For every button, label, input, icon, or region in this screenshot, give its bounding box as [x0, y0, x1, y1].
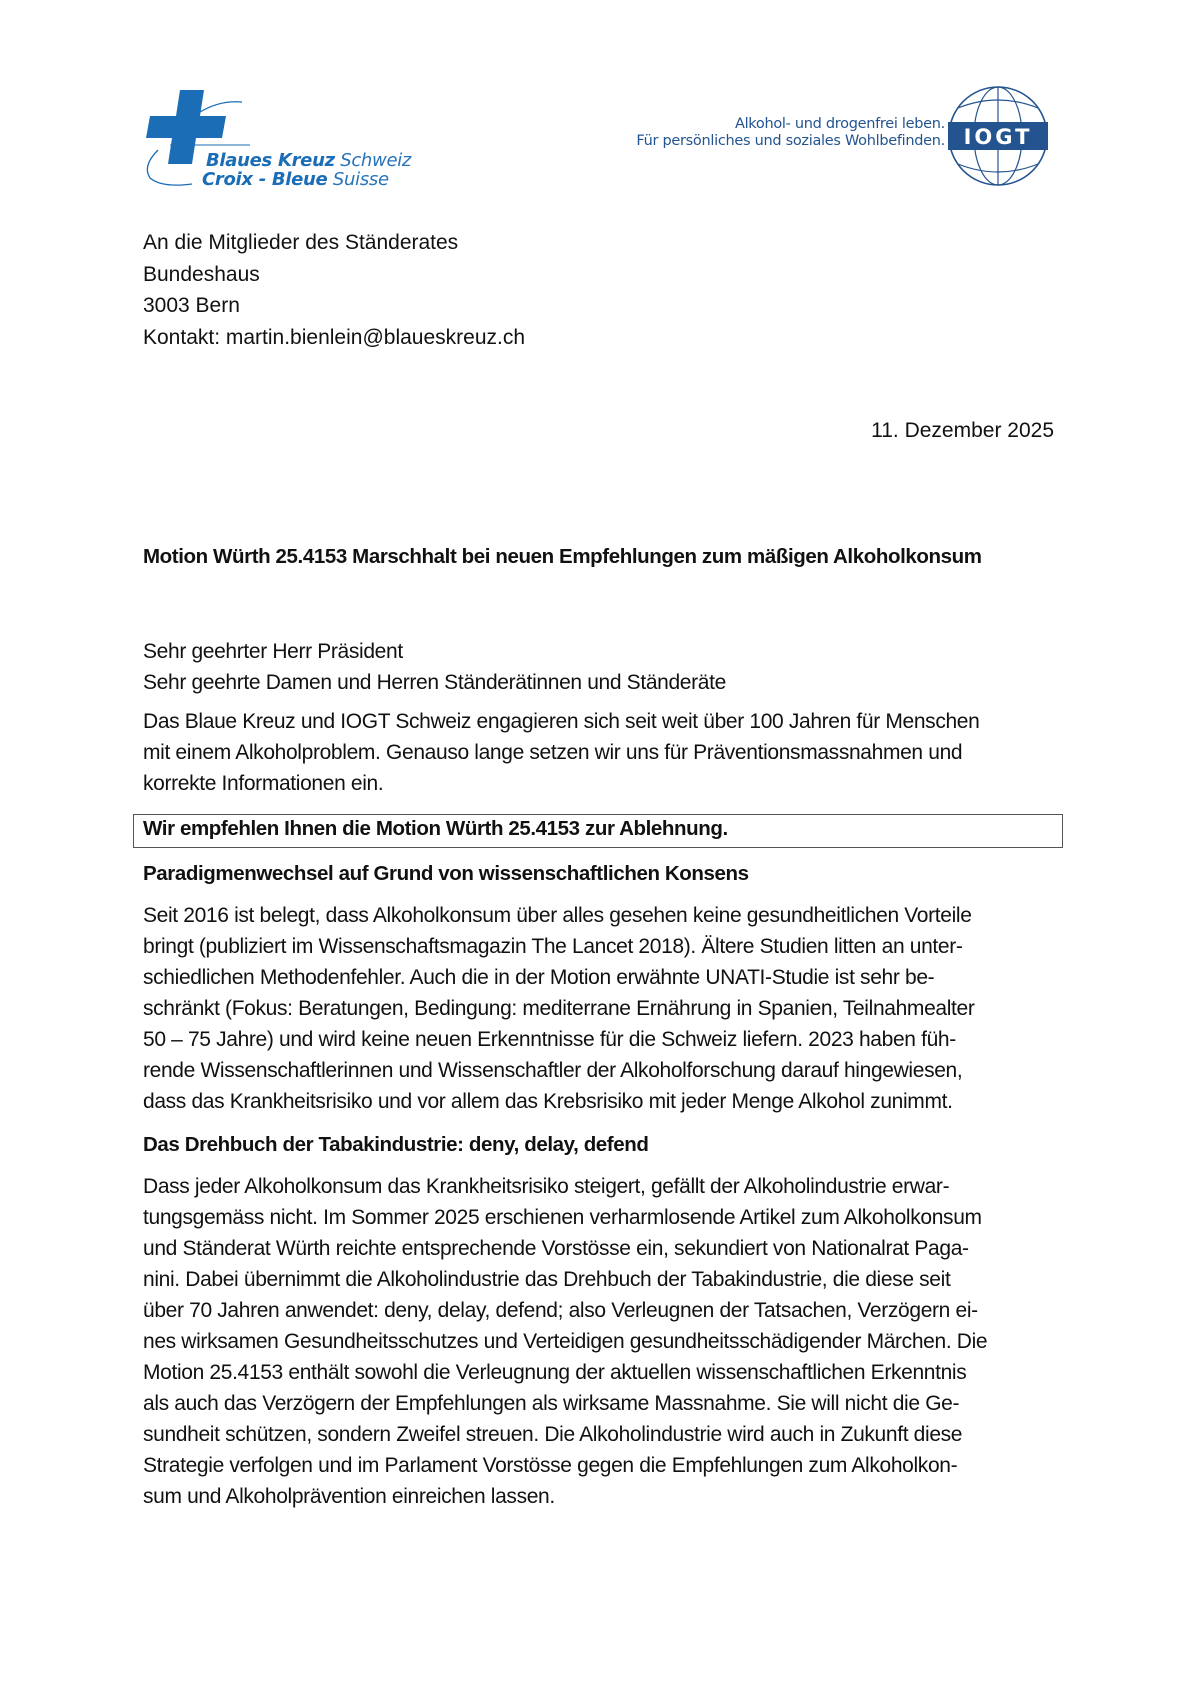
blaues-kreuz-logo: [140, 88, 410, 198]
paragraph-line: Das Blaue Kreuz und IOGT Schweiz engagieren sich seit weit über 100 Jahren für Menschen: [143, 710, 980, 733]
intro-paragraph: [143, 706, 1063, 799]
paragraph-line: schränkt (Fokus: Beratungen, Bedingung: mediterrane Ernährung in Spanien, Teilnahmealter: [143, 997, 975, 1020]
address-line: An die Mitglieder des Ständerates: [143, 231, 459, 254]
salutation-line: Sehr geehrte Damen und Herren Ständerätinnen und Ständeräte: [143, 671, 726, 694]
logo-line-1: [206, 150, 411, 171]
address-line: Bundeshaus: [143, 262, 260, 286]
paragraph-line: und Ständerat Würth reichte entsprechende Vorstösse ein, sekundiert von Nationalrat Paga-: [143, 1237, 969, 1260]
address-line: 3003 Bern: [143, 294, 240, 317]
paragraph-line: nes wirksamen Gesundheitsschutzes und Verteidigen gesundheitsschädigender Märchen. Die: [143, 1330, 988, 1353]
logo-name-fr: Croix - Bleue: [202, 169, 328, 190]
paragraph-line: sundheit schützen, sondern Zweifel streuen. Die Alkoholindustrie wird auch in Zukunft diese: [143, 1423, 963, 1446]
recommendation-text: Wir empfehlen Ihnen die Motion Würth 25.4153 zur Ablehnung.: [143, 817, 728, 840]
paragraph-line: als auch das Verzögern der Empfehlungen als wirksame Massnahme. Sie will nicht die Ge-: [143, 1392, 960, 1415]
paragraph-line: Strategie verfolgen und im Parlament Vorstösse gegen die Empfehlungen zum Alkoholkon-: [143, 1454, 958, 1477]
salutation-line: Sehr geehrter Herr Präsident: [143, 640, 403, 663]
paragraph-line: schiedlichen Methodenfehler. Auch die in der Motion erwähnte UNATI-Studie ist sehr be-: [143, 966, 935, 989]
iogt-tagline-2: Für persönliches und soziales Wohlbefinden.: [636, 133, 945, 149]
iogt-logo: [620, 84, 1060, 194]
paragraph-line: Motion 25.4153 enthält sowohl die Verleugnung der aktuellen wissenschaftlichen Erkenntnis: [143, 1361, 967, 1384]
logo-name-de: Blaues Kreuz: [206, 150, 335, 171]
globe-icon: [946, 84, 1050, 188]
paragraph-line: nini. Dabei übernimmt die Alkoholindustrie das Drehbuch der Tabakindustrie, die diese seit: [143, 1268, 951, 1291]
paragraph-line: bringt (publiziert im Wissenschaftsmagazin The Lancet 2018). Ältere Studien litten an unter-: [143, 935, 963, 958]
section-2-paragraph: [143, 1171, 1063, 1512]
paragraph-line: 50 – 75 Jahre) und wird keine neuen Erkenntnisse für die Schweiz liefern. 2023 haben füh-: [143, 1028, 956, 1051]
letter-subject: Motion Würth 25.4153 Marschhalt bei neuen Empfehlungen zum mäßigen Alkoholkonsum: [143, 545, 982, 568]
paragraph-line: dass das Krankheitsrisiko und vor allem das Krebsrisiko mit jeder Menge Alkohol zunimmt.: [143, 1090, 953, 1113]
paragraph-line: rende Wissenschaftlerinnen und Wissenschaftler der Alkoholforschung darauf hingewiesen,: [143, 1059, 963, 1082]
paragraph-line: korrekte Informationen ein.: [143, 772, 384, 795]
logo-country-de: Schweiz: [340, 150, 412, 171]
iogt-tagline-1: Alkohol- und drogenfrei leben.: [734, 116, 945, 132]
letter-date: 11. Dezember 2025: [871, 419, 1054, 442]
section-1-paragraph: [143, 900, 1063, 1117]
paragraph-line: Dass jeder Alkoholkonsum das Krankheitsrisiko steigert, gefällt der Alkoholindustrie erwar-: [143, 1175, 950, 1198]
paragraph-line: über 70 Jahren anwendet: deny, delay, defend; also Verleugnen der Tatsachen, Verzögern ei-: [143, 1299, 978, 1322]
logo-country-fr: Suisse: [332, 169, 389, 190]
section-heading: Das Drehbuch der Tabakindustrie: deny, delay, defend: [143, 1133, 649, 1156]
logo-line-2: [202, 169, 389, 190]
iogt-badge-text: IOGT: [963, 125, 1033, 149]
salutation: [143, 636, 1063, 698]
paragraph-line: mit einem Alkoholproblem. Genauso lange setzen wir uns für Präventionsmassnahmen und: [143, 741, 963, 764]
iogt-tagline: [636, 116, 945, 150]
paragraph-line: Seit 2016 ist belegt, dass Alkoholkonsum über alles gesehen keine gesundheitlichen Vorteile: [143, 904, 972, 927]
recipient-address: [143, 227, 525, 353]
paragraph-line: tungsgemäss nicht. Im Sommer 2025 erschienen verharmlosende Artikel zum Alkoholkonsum: [143, 1206, 982, 1229]
recommendation-box: [133, 814, 1063, 848]
contact-line: Kontakt: martin.bienlein@blaueskreuz.ch: [143, 325, 526, 349]
section-heading: Paradigmenwechsel auf Grund von wissenschaftlichen Konsens: [143, 862, 749, 885]
paragraph-line: sum und Alkoholprävention einreichen lassen.: [143, 1485, 555, 1508]
